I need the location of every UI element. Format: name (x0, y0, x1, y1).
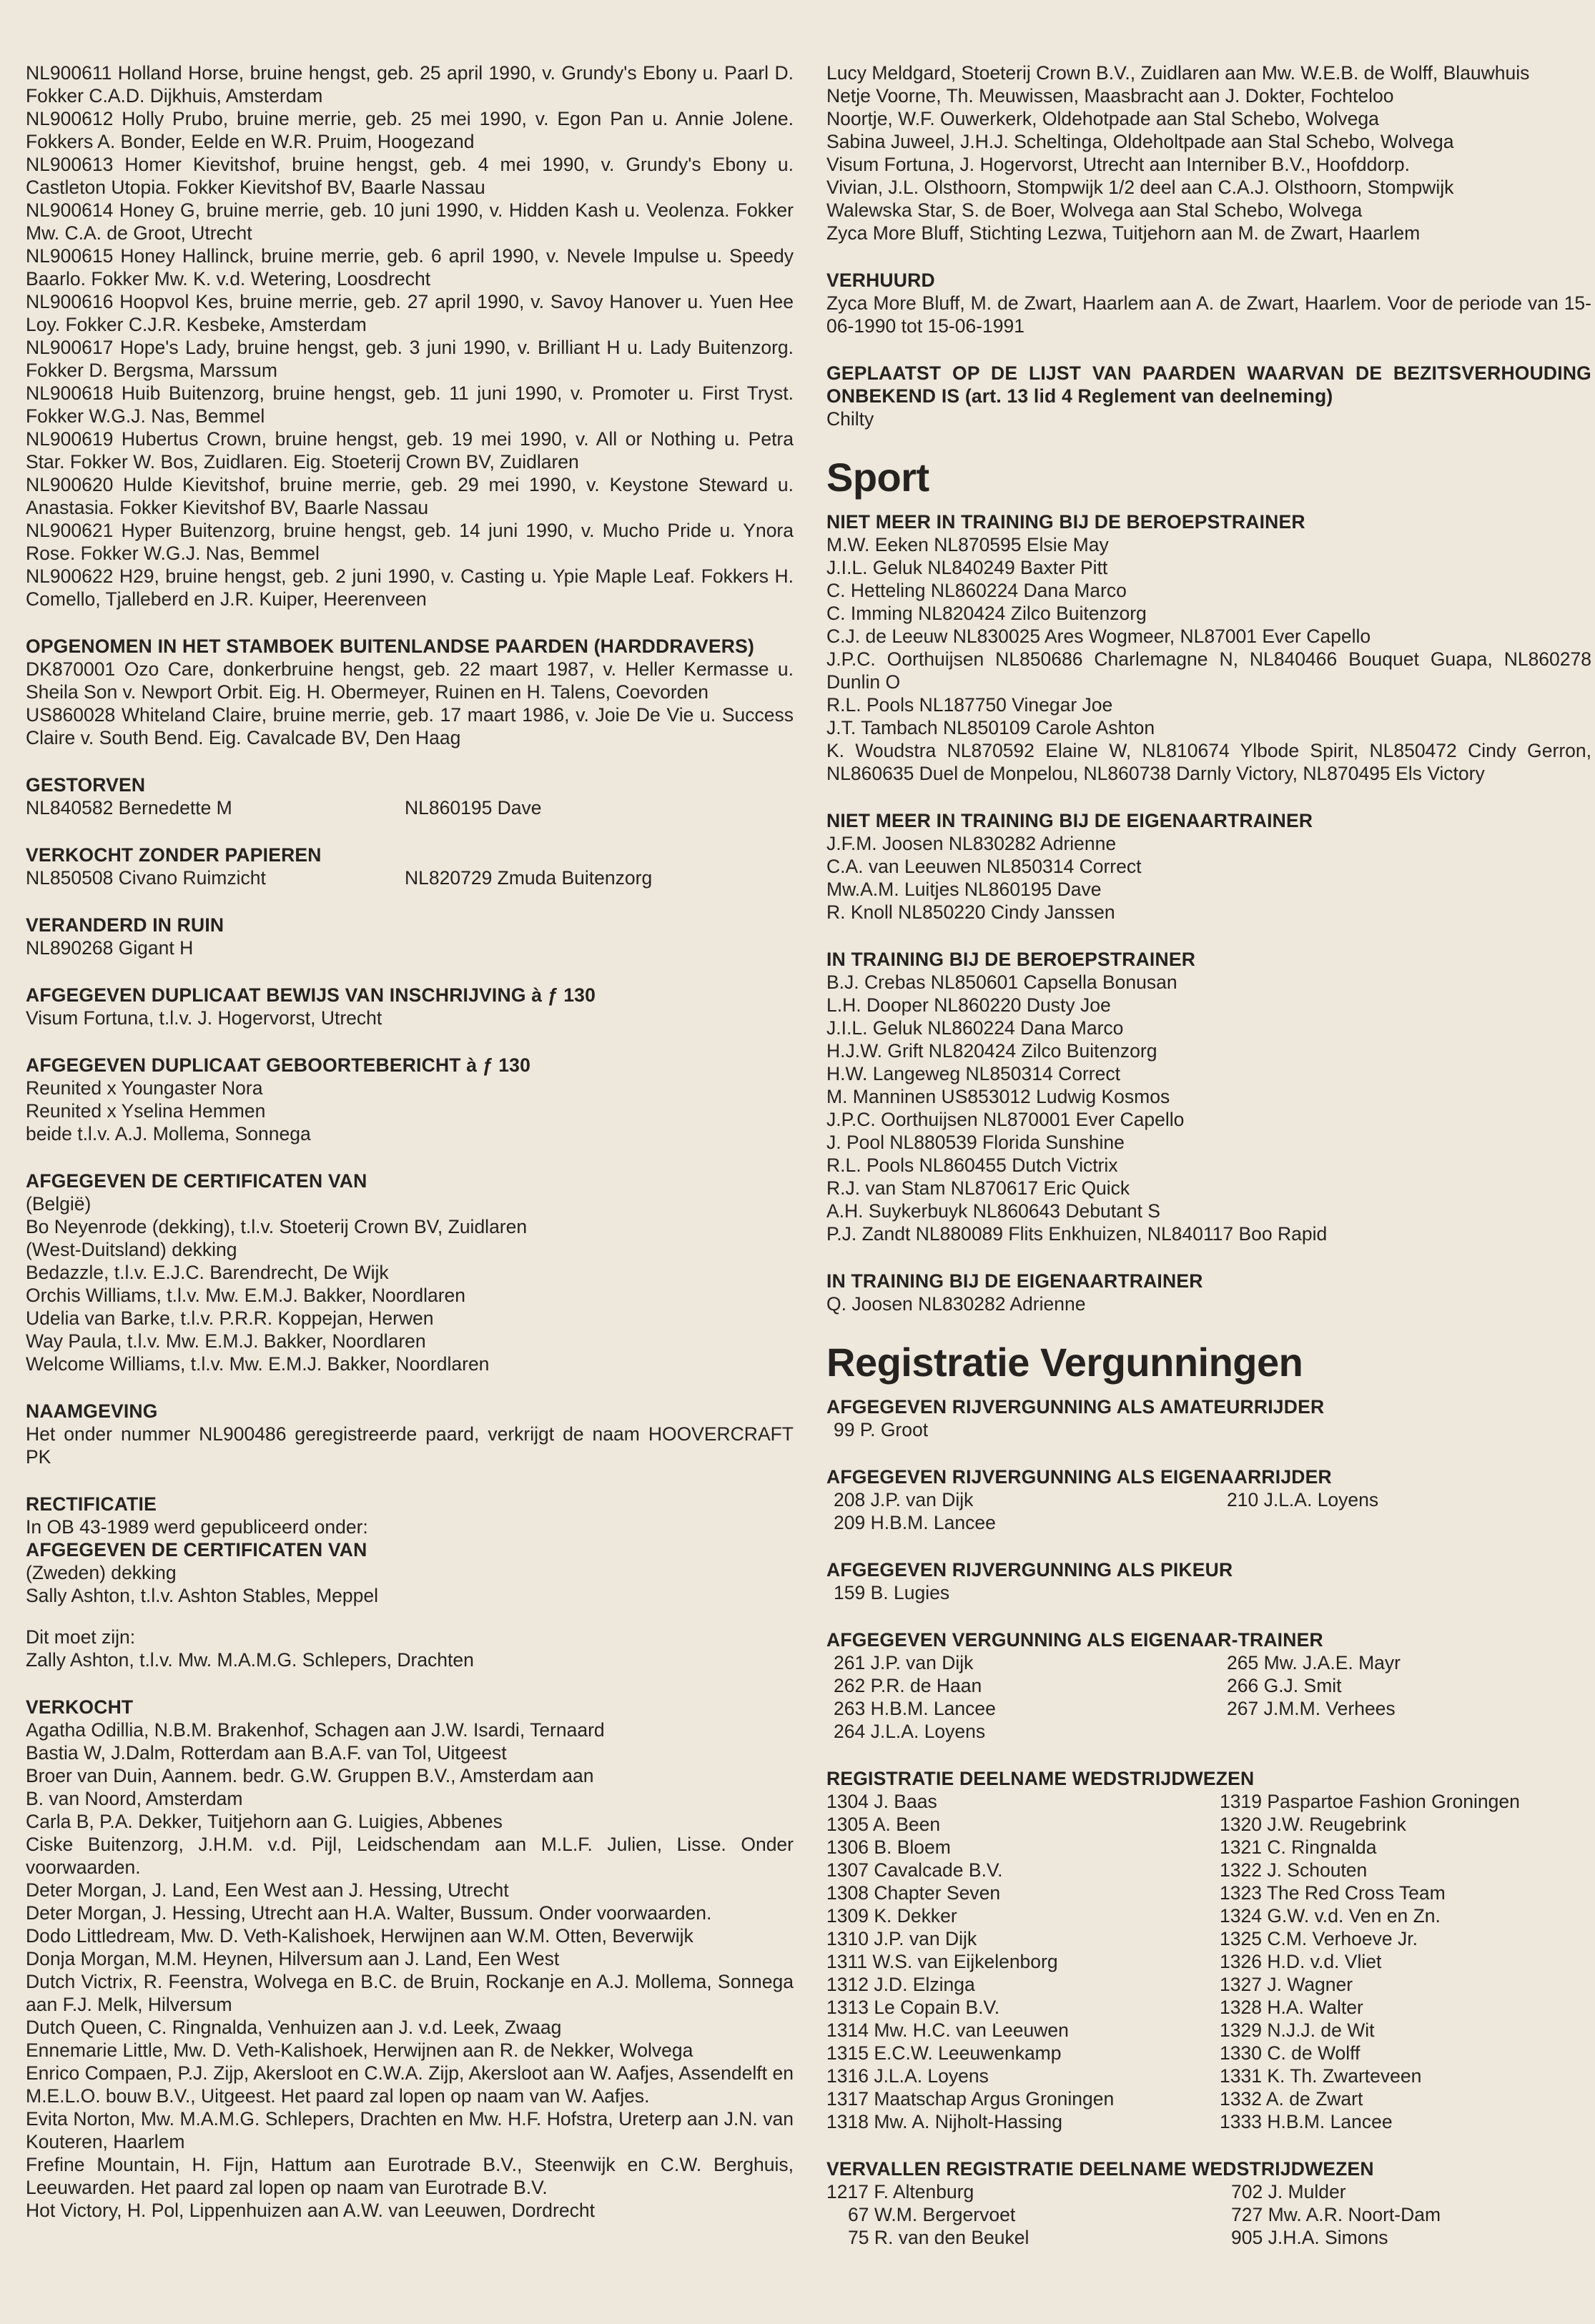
list-item: 266 G.J. Smit (1227, 1675, 1342, 1696)
section-heading: REGISTRATIE DEELNAME WEDSTRIJDWEZEN (826, 1768, 1255, 1789)
section-heading: NAAMGEVING (26, 1400, 158, 1422)
list-item: 1327 J. Wagner (1220, 1974, 1353, 1995)
list-item: (West-Duitsland) dekking (26, 1239, 237, 1260)
pedigree-entry: NL900613 Homer Kievitshof, bruine hengst, geb. 4 mei 1990, v. Grundy's Ebony u. Castleton Utopia. Fokker Kievitshof BV, Baarle Nassau (26, 154, 794, 198)
list-item: J.T. Tambach NL850109 Carole Ashton (826, 717, 1155, 738)
pedigree-entry: NL900621 Hyper Buitenzorg, bruine hengst, geb. 14 juni 1990, v. Mucho Pride u. Ynora Rose. Fokker W.G.J. Nas, Bemmel (26, 520, 794, 564)
pedigree-entry: NL900618 Huib Buitenzorg, bruine hengst, geb. 11 juni 1990, v. Promoter u. First Tryst. Fokker W.G.J. Nas, Bemmel (26, 382, 794, 427)
verkocht-continued (826, 61, 1591, 244)
niet-eigen-section (826, 809, 1591, 924)
list-item: 1311 W.S. van Eijkelenborg (826, 1951, 1058, 1972)
certificaten-section (26, 1170, 794, 1375)
paragraph: Sally Ashton, t.l.v. Ashton Stables, Meppel (26, 1585, 378, 1606)
list-item: Reunited x Youngaster Nora (26, 1077, 263, 1099)
list-item: Netje Voorne, Th. Meuwissen, Maasbracht aan J. Dokter, Fochteloo (826, 85, 1394, 107)
section-heading: OPGENOMEN IN HET STAMBOEK BUITENLANDSE PAARDEN (HARDDRAVERS) (26, 636, 755, 657)
pedigree-entry: NL900620 Hulde Kievitshof, bruine merrie, geb. 29 mei 1990, v. Keystone Steward u. Anastasia. Fokker Kievitshof BV, Baarle Nassau (26, 474, 794, 518)
stamboek-entry: US860028 Whiteland Claire, bruine merrie, geb. 17 maart 1986, v. Joie De Vie u. Success Claire v. South Bend. Eig. Cavalcade BV, Den Haag (26, 704, 794, 748)
list-item: 265 Mw. J.A.E. Mayr (1227, 1652, 1401, 1673)
registratie-title: Registratie Vergunningen (826, 1340, 1303, 1385)
list-item: 209 H.B.M. Lancee (834, 1512, 996, 1533)
list-item: 1320 J.W. Reugebrink (1220, 1814, 1406, 1835)
section-heading: VERKOCHT (26, 1696, 134, 1718)
list-item: Bedazzle, t.l.v. E.J.C. Barendrecht, De Wijk (26, 1262, 389, 1283)
list-item: 159 B. Lugies (834, 1582, 950, 1603)
list-item: 75 R. van den Beukel (848, 2227, 1029, 2248)
deelname-section (826, 1767, 1591, 2133)
list-item: 1321 C. Ringnalda (1220, 1836, 1377, 1858)
list-item: NL820729 Zmuda Buitenzorg (405, 867, 653, 889)
list-item: J.F.M. Joosen NL830282 Adrienne (826, 833, 1117, 854)
list-item: Enrico Compaen, P.J. Zijp, Akersloot en C.W.A. Zijp, Akersloot aan W. Aafjes, Assendelft en M.E.L.O. bouw B.V., Uitgeest. Het paard zal lopen op naam van W. Aafjes. (26, 2062, 794, 2107)
list-item: 1329 N.J.J. de Wit (1220, 2019, 1375, 2041)
stamboek-entry: DK870001 Ozo Care, donkerbruine hengst, geb. 22 maart 1987, v. Heller Kermasse u. Sheila Son v. Newport Orbit. Eig. H. Obermeyer, Ruinen en H. Talens, Coevorden (26, 658, 794, 703)
paragraph: (Zweden) dekking (26, 1562, 177, 1583)
list-item: Orchis Williams, t.l.v. Mw. E.M.J. Bakker, Noordlaren (26, 1285, 466, 1306)
paragraph: In OB 43-1989 werd gepubliceerd onder: (26, 1516, 368, 1538)
list-item: 1322 J. Schouten (1220, 1859, 1368, 1881)
list-item: 1330 C. de Wolff (1220, 2042, 1361, 2064)
list-item: (België) (26, 1193, 92, 1215)
list-item: Welcome Williams, t.l.v. Mw. E.M.J. Bakker, Noordlaren (26, 1353, 490, 1375)
section-heading: NIET MEER IN TRAINING BIJ DE EIGENAARTRAINER (826, 810, 1313, 831)
amateur-section (826, 1395, 1591, 1441)
verhuurd-section (826, 269, 1591, 337)
list-item: Sabina Juweel, J.H.J. Scheltinga, Oldeholtpade aan Stal Schebo, Wolvega (826, 131, 1454, 152)
list-item: 1314 Mw. H.C. van Leeuwen (826, 2019, 1069, 2041)
right-column (826, 61, 1591, 2273)
list-item: C.J. de Leeuw NL830025 Ares Wogmeer, NL87001 Ever Capello (826, 625, 1371, 647)
list-item: H.J.W. Grift NL820424 Zilco Buitenzorg (826, 1040, 1157, 1062)
section-heading: NIET MEER IN TRAINING BIJ DE BEROEPSTRAINER (826, 511, 1305, 533)
list-item: 1325 C.M. Verhoeve Jr. (1220, 1928, 1418, 1949)
vervallen-section (826, 2157, 1591, 2249)
list-item: Ennemarie Little, Mw. D. Veth-Kalishoek, Herwijnen aan R. de Nekker, Wolvega (26, 2039, 693, 2061)
list-item: R.L. Pools NL860455 Dutch Victrix (826, 1154, 1118, 1176)
pedigree-list (26, 61, 794, 610)
paragraph: Dit moet zijn: (26, 1626, 136, 1648)
section-heading: AFGEGEVEN RIJVERGUNNING ALS PIKEUR (826, 1559, 1233, 1581)
list-item: Frefine Mountain, H. Fijn, Hattum aan Eurotrade B.V., Steenwijk en C.W. Berghuis, Leeuwarden. Het paard zal lopen op naam van Eurotrade B.V. (26, 2154, 794, 2198)
list-item: 263 H.B.M. Lancee (834, 1698, 996, 1719)
list-item: B. van Noord, Amsterdam (26, 1788, 243, 1809)
list-item: Q. Joosen NL830282 Adrienne (826, 1293, 1086, 1315)
list-item: 261 J.P. van Dijk (834, 1652, 974, 1673)
sub-heading: AFGEGEVEN DE CERTIFICATEN VAN (26, 1539, 367, 1561)
list-item: 1324 G.W. v.d. Ven en Zn. (1220, 1905, 1441, 1927)
list-item: J.P.C. Oorthuijsen NL850686 Charlemagne N, NL840466 Bouquet Guapa, NL860278 Dunlin O (826, 648, 1591, 693)
naamgeving-section (26, 1400, 794, 1468)
list-item: Broer van Duin, Aannem. bedr. G.W. Gruppen B.V., Amsterdam aan (26, 1765, 594, 1786)
list-item: 1313 Le Copain B.V. (826, 1997, 1000, 2018)
list-item: L.H. Dooper NL860220 Dusty Joe (826, 994, 1111, 1016)
section-heading: RECTIFICATIE (26, 1493, 157, 1515)
list-item: Zyca More Bluff, Stichting Lezwa, Tuitjehorn aan M. de Zwart, Haarlem (826, 222, 1421, 244)
section-heading: VERHUURD (826, 270, 935, 291)
list-item: B.J. Crebas NL850601 Capsella Bonusan (826, 971, 1177, 993)
list-item: J. Pool NL880539 Florida Sunshine (826, 1132, 1125, 1153)
pikeur-section (826, 1558, 1591, 1604)
list-item: Dutch Queen, C. Ringnalda, Venhuizen aan J. v.d. Leek, Zwaag (26, 2017, 562, 2038)
pedigree-entry: NL900617 Hope's Lady, bruine hengst, geb. 3 juni 1990, v. Brilliant H u. Lady Buitenzorg. Fokker D. Bergsma, Marssum (26, 337, 794, 381)
list-item: 1315 E.C.W. Leeuwenkamp (826, 2042, 1062, 2064)
list-item: Dodo Littledream, Mw. D. Veth-Kalishoek, Herwijnen aan W.M. Otten, Beverwijk (26, 1925, 693, 1947)
list-item: H.W. Langeweg NL850314 Correct (826, 1063, 1120, 1084)
list-item: Ciske Buitenzorg, J.H.M. v.d. Pijl, Leidschendam aan M.L.F. Julien, Lisse. Onder voorwaarden. (26, 1834, 794, 1878)
list-item: Mw.A.M. Luitjes NL860195 Dave (826, 879, 1102, 900)
rectificatie-section (26, 1493, 794, 1671)
pedigree-entry: NL900616 Hoopvol Kes, bruine merrie, geb. 27 april 1990, v. Savoy Hanover u. Yuen Hee Loy. Fokker C.J.R. Kesbeke, Amsterdam (26, 291, 794, 335)
geplaatst-section (826, 362, 1591, 430)
list-item: beide t.l.v. A.J. Mollema, Sonnega (26, 1123, 311, 1144)
sport-title: Sport (826, 455, 929, 500)
stamboek-section (26, 635, 794, 749)
list-item: R.J. van Stam NL870617 Eric Quick (826, 1177, 1130, 1199)
list-item: 1309 K. Dekker (826, 1905, 957, 1927)
list-item: M. Manninen US853012 Ludwig Kosmos (826, 1086, 1170, 1107)
section-heading: GEPLAATST OP DE LIJST VAN PAARDEN WAARVAN DE BEZITSVERHOUDING ONBEKEND IS (art. 13 lid 4 Reglement van deelneming) (826, 362, 1591, 407)
list-item: 1306 B. Bloem (826, 1836, 951, 1858)
list-item: Carla B, P.A. Dekker, Tuitjehorn aan G. Luigies, Abbenes (26, 1811, 503, 1832)
list-item: R.L. Pools NL187750 Vinegar Joe (826, 694, 1113, 716)
list-item: 208 J.P. van Dijk (834, 1489, 974, 1510)
list-item: 727 Mw. A.R. Noort-Dam (1231, 2204, 1441, 2225)
list-item: NL890268 Gigant H (26, 937, 194, 959)
pedigree-entry: NL900611 Holland Horse, bruine hengst, geb. 25 april 1990, v. Grundy's Ebony u. Paarl D. Fokker C.A.D. Dijkhuis, Amsterdam (26, 62, 794, 107)
section-heading: AFGEGEVEN DE CERTIFICATEN VAN (26, 1170, 367, 1192)
list-item: M.W. Eeken NL870595 Elsie May (826, 534, 1109, 555)
list-item: NL840582 Bernedette M (26, 797, 232, 819)
ruin-section (26, 914, 794, 959)
list-item: 264 J.L.A. Loyens (834, 1721, 986, 1742)
section-heading: VERKOCHT ZONDER PAPIEREN (26, 844, 322, 866)
paragraph: Zally Ashton, t.l.v. Mw. M.A.M.G. Schlepers, Drachten (26, 1649, 474, 1671)
in-beroep-section (826, 948, 1591, 1245)
list-item: Donja Morgan, M.M. Heynen, Hilversum aan J. Land, Een West (26, 1948, 560, 1969)
eigenaar-trainer-section (826, 1628, 1591, 1743)
list-item: 1332 A. de Zwart (1220, 2088, 1363, 2110)
list-item: 1333 H.B.M. Lancee (1220, 2111, 1393, 2132)
list-item: 99 P. Groot (834, 1419, 929, 1440)
list-item: Way Paula, t.l.v. Mw. E.M.J. Bakker, Noordlaren (26, 1330, 426, 1352)
list-item: 702 J. Mulder (1231, 2181, 1346, 2202)
section-heading: AFGEGEVEN DUPLICAAT BEWIJS VAN INSCHRIJVING à ƒ 130 (26, 984, 596, 1006)
list-item: 1317 Maatschap Argus Groningen (826, 2088, 1115, 2110)
section-heading: IN TRAINING BIJ DE EIGENAARTRAINER (826, 1270, 1203, 1292)
list-item: Visum Fortuna, t.l.v. J. Hogervorst, Utrecht (26, 1007, 382, 1029)
paragraph: Zyca More Bluff, M. de Zwart, Haarlem aan A. de Zwart, Haarlem. Voor de periode van 15-06-1990 tot 15-06-1991 (826, 292, 1591, 337)
list-item: J.P.C. Oorthuijsen NL870001 Ever Capello (826, 1109, 1185, 1130)
list-item: Dutch Victrix, R. Feenstra, Wolvega en B.C. de Bruin, Rockanje en A.J. Mollema, Sonnega aan F.J. Melk, Hilversum (26, 1971, 794, 2015)
list-item: K. Woudstra NL870592 Elaine W, NL810674 Ylbode Spirit, NL850472 Cindy Gerron, NL860635 Duel de Monpelou, NL860738 Darnly Victory, NL870495 Els Victory (826, 740, 1591, 784)
list-item: C.A. van Leeuwen NL850314 Correct (826, 856, 1142, 877)
left-column (26, 61, 794, 2246)
list-item: 1328 H.A. Walter (1220, 1997, 1363, 2018)
list-item: Visum Fortuna, J. Hogervorst, Utrecht aan Interniber B.V., Hoofddorp. (826, 154, 1411, 175)
pedigree-entry: NL900619 Hubertus Crown, bruine hengst, geb. 19 mei 1990, v. All or Nothing u. Petra Star. Fokker W. Bos, Zuidlaren. Eig. Stoeterij Crown BV, Zuidlaren (26, 428, 794, 473)
list-item: Lucy Meldgard, Stoeterij Crown B.V., Zuidlaren aan Mw. W.E.B. de Wolff, Blauwhuis (826, 62, 1530, 84)
section-heading: AFGEGEVEN DUPLICAAT GEBOORTEBERICHT à ƒ 130 (26, 1054, 531, 1076)
list-item: Reunited x Yselina Hemmen (26, 1100, 266, 1122)
list-item: 1310 J.P. van Dijk (826, 1928, 977, 1949)
list-item: Hot Victory, H. Pol, Lippenhuizen aan A.W. van Leeuwen, Dordrecht (26, 2200, 595, 2221)
pedigree-entry: NL900614 Honey G, bruine merrie, geb. 10 juni 1990, v. Hidden Kash u. Veolenza. Fokker Mw. C.A. de Groot, Utrecht (26, 199, 794, 244)
pedigree-entry: NL900612 Holly Prubo, bruine merrie, geb. 25 mei 1990, v. Egon Pan u. Annie Jolene. Fokkers A. Bonder, Eelde en W.R. Pruim, Hoogezand (26, 108, 794, 152)
list-item: 210 J.L.A. Loyens (1227, 1489, 1379, 1510)
list-item: 1307 Cavalcade B.V. (826, 1859, 1003, 1881)
list-item: C. Hetteling NL860224 Dana Marco (826, 580, 1127, 601)
list-item: 1331 K. Th. Zwarteveen (1220, 2065, 1422, 2087)
section-heading: AFGEGEVEN RIJVERGUNNING ALS AMATEURRIJDER (826, 1396, 1325, 1418)
list-item: 905 J.H.A. Simons (1231, 2227, 1388, 2248)
section-heading: VERVALLEN REGISTRATIE DEELNAME WEDSTRIJDWEZEN (826, 2158, 1374, 2180)
list-item: Noortje, W.F. Ouwerkerk, Oldehotpade aan Stal Schebo, Wolvega (826, 108, 1379, 129)
duplicaat-geboorte-section (26, 1054, 794, 1145)
list-item: NL860195 Dave (405, 797, 542, 819)
list-item: 1316 J.L.A. Loyens (826, 2065, 989, 2087)
section-heading: GESTORVEN (26, 774, 146, 796)
list-item: Bastia W, J.Dalm, Rotterdam aan B.A.F. van Tol, Uitgeest (26, 1742, 507, 1764)
list-item: 262 P.R. de Haan (834, 1675, 982, 1696)
in-eigen-section (826, 1270, 1591, 1315)
list-item: 1312 J.D. Elzinga (826, 1974, 975, 1995)
pedigree-entry: NL900622 H29, bruine hengst, geb. 2 juni 1990, v. Casting u. Ypie Maple Leaf. Fokkers H. Comello, Tjalleberd en J.R. Kuiper, Heerenveen (26, 565, 794, 610)
list-item: 1217 F. Altenburg (826, 2181, 974, 2202)
niet-beroep-section (826, 510, 1591, 785)
section-heading: AFGEGEVEN VERGUNNING ALS EIGENAAR-TRAINER (826, 1629, 1323, 1651)
paragraph: Het onder nummer NL900486 geregistreerde paard, verkrijgt de naam HOOVERCRAFT PK (26, 1423, 794, 1468)
list-item: P.J. Zandt NL880089 Flits Enkhuizen, NL840117 Boo Rapid (826, 1223, 1328, 1245)
section-heading: VERANDERD IN RUIN (26, 914, 224, 936)
list-item: 1304 J. Baas (826, 1791, 937, 1812)
list-item: Deter Morgan, J. Hessing, Utrecht aan H.A. Walter, Bussum. Onder voorwaarden. (26, 1902, 712, 1924)
list-item: 1323 The Red Cross Team (1220, 1882, 1446, 1904)
list-item: J.I.L. Geluk NL860224 Dana Marco (826, 1017, 1124, 1039)
list-item: 1308 Chapter Seven (826, 1882, 1001, 1904)
pedigree-entry: NL900615 Honey Hallinck, bruine merrie, geb. 6 april 1990, v. Nevele Impulse u. Speedy Baarlo. Fokker Mw. K. v.d. Wetering, Loosdrecht (26, 245, 794, 290)
list-item: 1319 Paspartoe Fashion Groningen (1220, 1791, 1520, 1812)
list-item: C. Imming NL820424 Zilco Buitenzorg (826, 603, 1147, 624)
list-item: Agatha Odillia, N.B.M. Brakenhof, Schagen aan J.W. Isardi, Ternaard (26, 1719, 605, 1741)
list-item: Evita Norton, Mw. M.A.M.G. Schlepers, Drachten en Mw. H.F. Hofstra, Ureterp aan J.N. van Kouteren, Haarlem (26, 2108, 794, 2152)
verkocht-zonder-papieren-section (26, 844, 794, 889)
list-item: R. Knoll NL850220 Cindy Janssen (826, 901, 1115, 923)
list-item: 1318 Mw. A. Nijholt-Hassing (826, 2111, 1062, 2132)
list-item: Deter Morgan, J. Land, Een West aan J. Hessing, Utrecht (26, 1879, 509, 1901)
list-item: Vivian, J.L. Olsthoorn, Stompwijk 1/2 deel aan C.A.J. Olsthoorn, Stompwijk (826, 177, 1454, 198)
verkocht-section (26, 1696, 794, 2222)
duplicaat-bewijs-section (26, 984, 794, 1029)
list-item: J.I.L. Geluk NL840249 Baxter Pitt (826, 557, 1108, 578)
list-item: Chilty (826, 408, 874, 430)
section-heading: IN TRAINING BIJ DE BEROEPSTRAINER (826, 949, 1196, 970)
list-item: 67 W.M. Bergervoet (848, 2204, 1016, 2225)
list-item: A.H. Suykerbuyk NL860643 Debutant S (826, 1200, 1160, 1222)
eigenaarrijder-section (826, 1465, 1591, 1534)
list-item: 267 J.M.M. Verhees (1227, 1698, 1396, 1719)
list-item: NL850508 Civano Ruimzicht (26, 867, 266, 889)
section-heading: AFGEGEVEN RIJVERGUNNING ALS EIGENAARRIJDER (826, 1466, 1332, 1488)
list-item: 1305 A. Been (826, 1814, 941, 1835)
list-item: Bo Neyenrode (dekking), t.l.v. Stoeterij Crown BV, Zuidlaren (26, 1216, 528, 1237)
gestorven-section (26, 773, 794, 819)
list-item: 1326 H.D. v.d. Vliet (1220, 1951, 1382, 1972)
list-item: Udelia van Barke, t.l.v. P.R.R. Koppejan, Herwen (26, 1307, 434, 1329)
list-item: Walewska Star, S. de Boer, Wolvega aan Stal Schebo, Wolvega (826, 199, 1363, 221)
